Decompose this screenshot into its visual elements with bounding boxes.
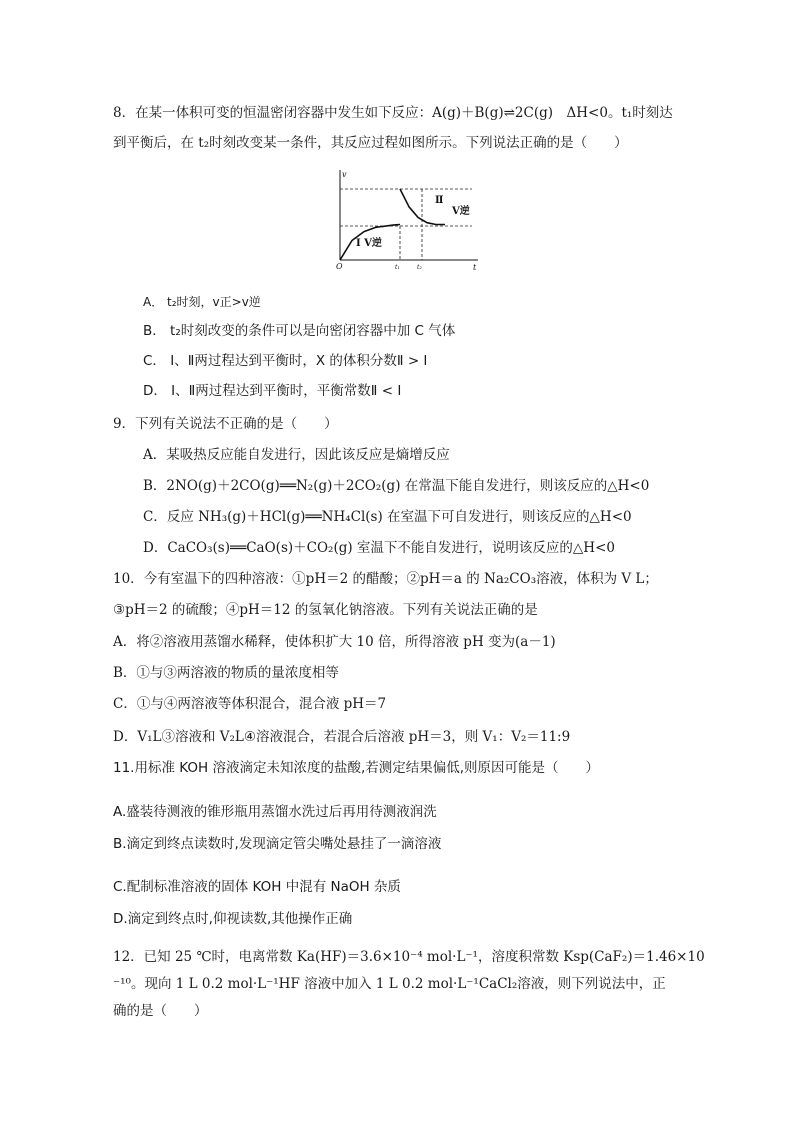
q11-stem: 11.用标准 KOH 溶液滴定未知浓度的盐酸,若测定结果偏低,则原因可能是（ ） [113, 760, 600, 776]
q9-option-a: A．某吸热反应能自发进行，因此该反应是熵增反应 [143, 447, 450, 463]
q10-option-c: C．①与④两溶液等体积混合，混合液 pH＝7 [113, 696, 387, 712]
q9-option-d: D．CaCO₃(s)══CaO(s)＋CO₂(g) 室温下不能自发进行，说明该反应的△H<0 [143, 540, 615, 556]
x-axis-label: t [473, 263, 477, 272]
reaction-rate-chart [330, 168, 482, 276]
q12-stem-line1: 12．已知 25 ℃时，电离常数 Ka(HF)＝3.6×10⁻⁴ mol·L⁻¹，溶度积常数 Ksp(CaF₂)＝1.46×10 [113, 949, 705, 965]
curve-label-2-numeral: Ⅱ [435, 195, 444, 206]
t1-tick-label: t₁ [395, 264, 400, 271]
q12-stem-line2: ⁻¹⁰。现向 1 L 0.2 mol·L⁻¹HF 溶液中加入 1 L 0.2 mol·L⁻¹CaCl₂溶液，则下列说法中，正 [113, 976, 666, 992]
q11-option-d: D.滴定到终点时,仰视读数,其他操作正确 [113, 911, 353, 927]
origin-label: O [336, 262, 343, 271]
q11-option-c: C.配制标准溶液的固体 KOH 中混有 NaOH 杂质 [113, 879, 401, 895]
curve-label-2: V逆 [452, 206, 470, 217]
q12-stem-line3: 确的是（ ） [113, 1003, 208, 1019]
q9-option-c: C．反应 NH₃(g)＋HCl(g)══NH₄Cl(s) 在室温下可自发进行，则该反应的△H<0 [143, 509, 632, 525]
q9-option-b: B．2NO(g)＋2CO(g)══N₂(g)＋2CO₂(g) 在常温下能自发进行，则该反应的△H<0 [143, 478, 650, 494]
q8-option-c: C． Ⅰ、Ⅱ两过程达到平衡时，X 的体积分数Ⅱ > Ⅰ [143, 353, 428, 369]
t2-tick-label: t₂ [417, 264, 422, 271]
q8-stem-line1: 8．在某一体积可变的恒温密闭容器中发生如下反应：A(g)＋B(g)⇌2C(g) ΔH<0。t₁时刻达 [113, 105, 673, 121]
q8-option-a: A． t₂时刻，v正>v逆 [143, 295, 261, 309]
q10-option-a: A．将②溶液用蒸馏水稀释，使体积扩大 10 倍，所得溶液 pH 变为(a－1) [113, 634, 556, 650]
q10-stem-line2: ③pH＝2 的硫酸；④pH＝12 的氢氧化钠溶液。下列有关说法正确的是 [113, 602, 538, 618]
q10-stem-line1: 10．今有室温下的四种溶液：①pH＝2 的醋酸；②pH＝a 的 Na₂CO₃溶液，体积为 V L； [113, 571, 658, 587]
q8-option-b: B． t₂时刻改变的条件可以是向密闭容器中加 C 气体 [143, 323, 456, 339]
q8-stem-line2: 到平衡后，在 t₂时刻改变某一条件，其反应过程如图所示。下列说法正确的是（ ） [113, 135, 628, 151]
q10-option-d: D．V₁L③溶液和 V₂L④溶液混合，若混合后溶液 pH＝3，则 V₁：V₂＝11:9 [113, 729, 571, 745]
q9-stem: 9．下列有关说法不正确的是（ ） [113, 416, 338, 432]
q10-option-b: B．①与③两溶液的物质的量浓度相等 [113, 665, 339, 681]
q11-option-b: B.滴定到终点读数时,发现滴定管尖嘴处悬挂了一滴溶液 [113, 836, 442, 852]
q11-option-a: A.盛装待测液的锥形瓶用蒸馏水洗过后再用待测液润洗 [113, 804, 437, 820]
curve-label-1: Ⅰ V逆 [356, 238, 382, 249]
q8-option-d: D． Ⅰ、Ⅱ两过程达到平衡时，平衡常数Ⅱ < Ⅰ [143, 383, 402, 399]
y-axis-label: v [342, 170, 347, 179]
